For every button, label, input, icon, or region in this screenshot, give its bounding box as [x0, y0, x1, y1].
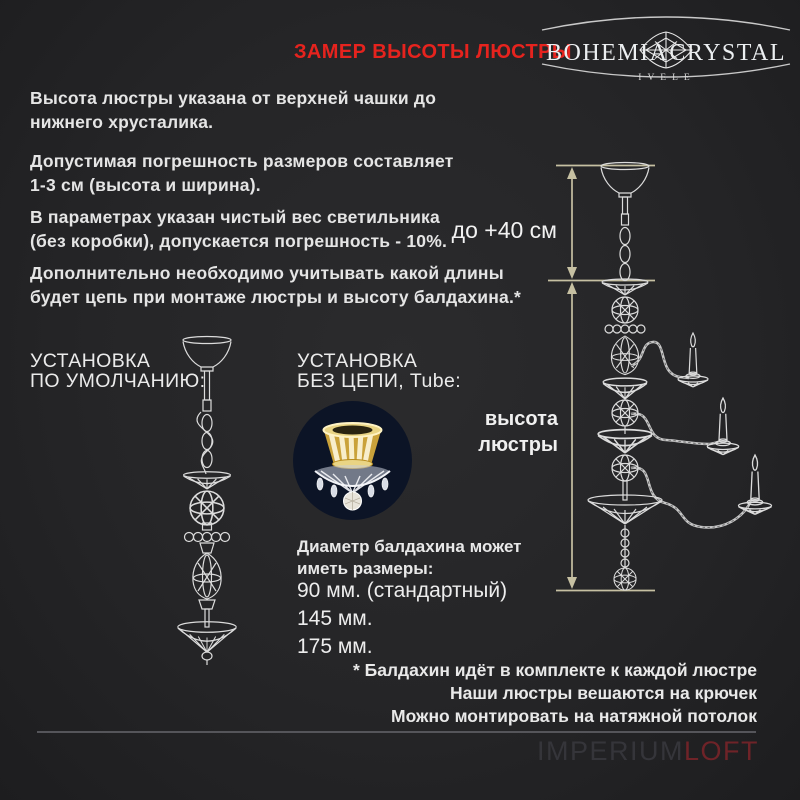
text-line: ПО УМОЛЧАНИЮ:: [30, 369, 206, 392]
paragraph-tolerance-note: [30, 149, 453, 197]
paragraph-chain-note: [30, 261, 521, 309]
text-line: 1-3 см (высота и ширина).: [30, 175, 261, 195]
paragraph-weight-note: [30, 205, 447, 253]
text-line: высота: [484, 408, 558, 430]
footnotes: [353, 659, 757, 728]
watermark-imperium: IMPERIUM: [537, 736, 684, 766]
text-line: Высота люстры указана от верхней чашки до: [30, 88, 437, 108]
footnote-line: * Балдахин идёт в комплекте к каждой люстре: [352, 660, 757, 680]
text-line: БЕЗ ЦЕПИ, Tube:: [297, 369, 462, 392]
logo-bohemia-text: BOHEMIA: [546, 40, 669, 66]
watermark-loft: LOFT: [684, 736, 760, 766]
paragraph-height-note: [30, 86, 436, 134]
brand-logo: [536, 8, 796, 92]
text-line: Диаметр балдахина может: [297, 537, 522, 556]
measure-lines: [548, 166, 655, 591]
chain-allowance-label: до +40 см: [451, 217, 557, 243]
default-install-chandelier-drawing: [146, 333, 266, 668]
text-line: будет цепь при монтаже люстры и высоту балдахина.*: [30, 287, 522, 307]
text-line: (без коробки), допускается погрешность - 10%.: [30, 231, 448, 251]
text-line: В параметрах указан чистый вес светильника: [30, 207, 440, 227]
logo-crystal-text: CRYSTAL: [669, 40, 786, 66]
footnote-line: Наши люстры вешаются на крючек: [450, 683, 757, 703]
text-line: иметь размеры:: [297, 559, 434, 578]
canopy-diameter-intro: [297, 536, 522, 580]
canopy-size-list: [297, 577, 507, 661]
section-no-chain-install: [297, 352, 461, 391]
measured-chandelier-drawing: [588, 163, 772, 591]
text-line: Дополнительно необходимо учитывать какой длины: [30, 263, 504, 283]
imperiumloft-watermark: [537, 736, 759, 767]
height-measurement-diagram: [540, 152, 800, 604]
canopy-photo: [293, 401, 412, 520]
text-line: нижнего хрусталика.: [30, 112, 214, 132]
page-title: ЗАМЕР ВЫСОТЫ ЛЮСТРЫ: [294, 41, 572, 63]
text-line: Допустимая погрешность размеров составляет: [30, 151, 454, 171]
footer-divider: [37, 731, 756, 733]
size-item: 175 мм.: [297, 635, 373, 658]
logo-ivele-text: IVELE: [638, 73, 696, 83]
logo-top-arc: [542, 17, 790, 30]
size-item: 145 мм.: [297, 607, 373, 630]
text-line: люстры: [478, 434, 558, 456]
footnote-line: Можно монтировать на натяжной потолок: [391, 706, 757, 726]
size-item: 90 мм. (стандартный): [297, 579, 508, 602]
text-line: УСТАНОВКА: [30, 350, 151, 372]
text-line: УСТАНОВКА: [297, 350, 418, 372]
